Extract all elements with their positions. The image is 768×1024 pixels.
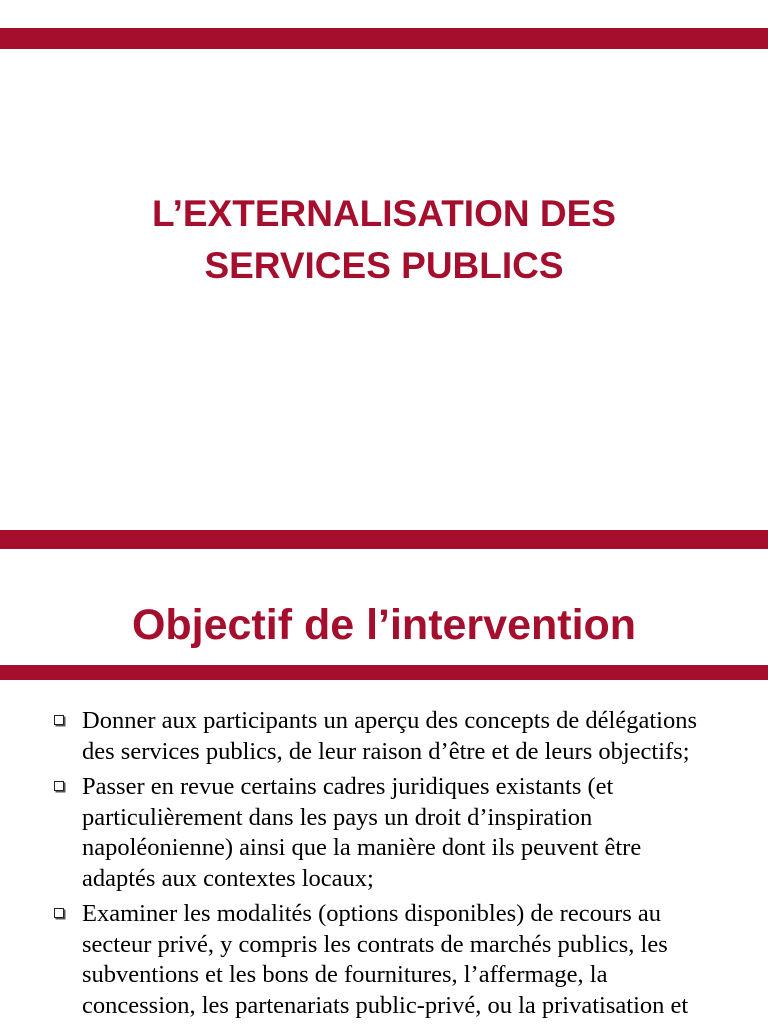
slide2-title-underline-bar [0,665,768,680]
bullet-line: Passer en revue certains cadres juridiques existants (et [82,773,614,800]
list-item [52,899,752,1021]
bullet-line: subventions et les bons de fournitures, l’affermage, la [82,961,608,988]
bullet-line: adaptés aux contextes locaux; [82,864,374,892]
slide1-top-bar [0,28,768,49]
slide1-title [0,188,768,292]
bullet-line: Examiner les modalités (options disponibles) de recours au [82,900,662,927]
checkbox-bullet-icon [54,908,64,918]
objectives-list [52,706,752,1024]
list-item [52,706,752,767]
bullet-line: particulièrement dans les pays un droit d’inspiration [82,803,593,831]
checkbox-bullet-icon [54,781,64,791]
bullet-line: concession, les partenariats public-privé, ou la privatisation et [82,991,689,1019]
checkbox-bullet-icon [54,715,64,725]
bullet-line: Donner aux participants un aperçu des concepts de délégations [82,707,698,734]
slide2-title: Objectif de l’intervention [131,601,637,649]
slide1-bottom-bar [0,530,768,549]
slide1-title-line1: L’EXTERNALISATION DES [152,193,616,234]
bullet-line: des services publics, de leur raison d’être et de leurs objectifs; [82,737,690,765]
list-item [52,772,752,894]
bullet-line: secteur privé, y compris les contrats de marchés publics, les [82,930,668,958]
bullet-line: napoléonienne) ainsi que la manière dont ils peuvent être [82,834,642,861]
slide1-title-line2: SERVICES PUBLICS [204,245,564,286]
